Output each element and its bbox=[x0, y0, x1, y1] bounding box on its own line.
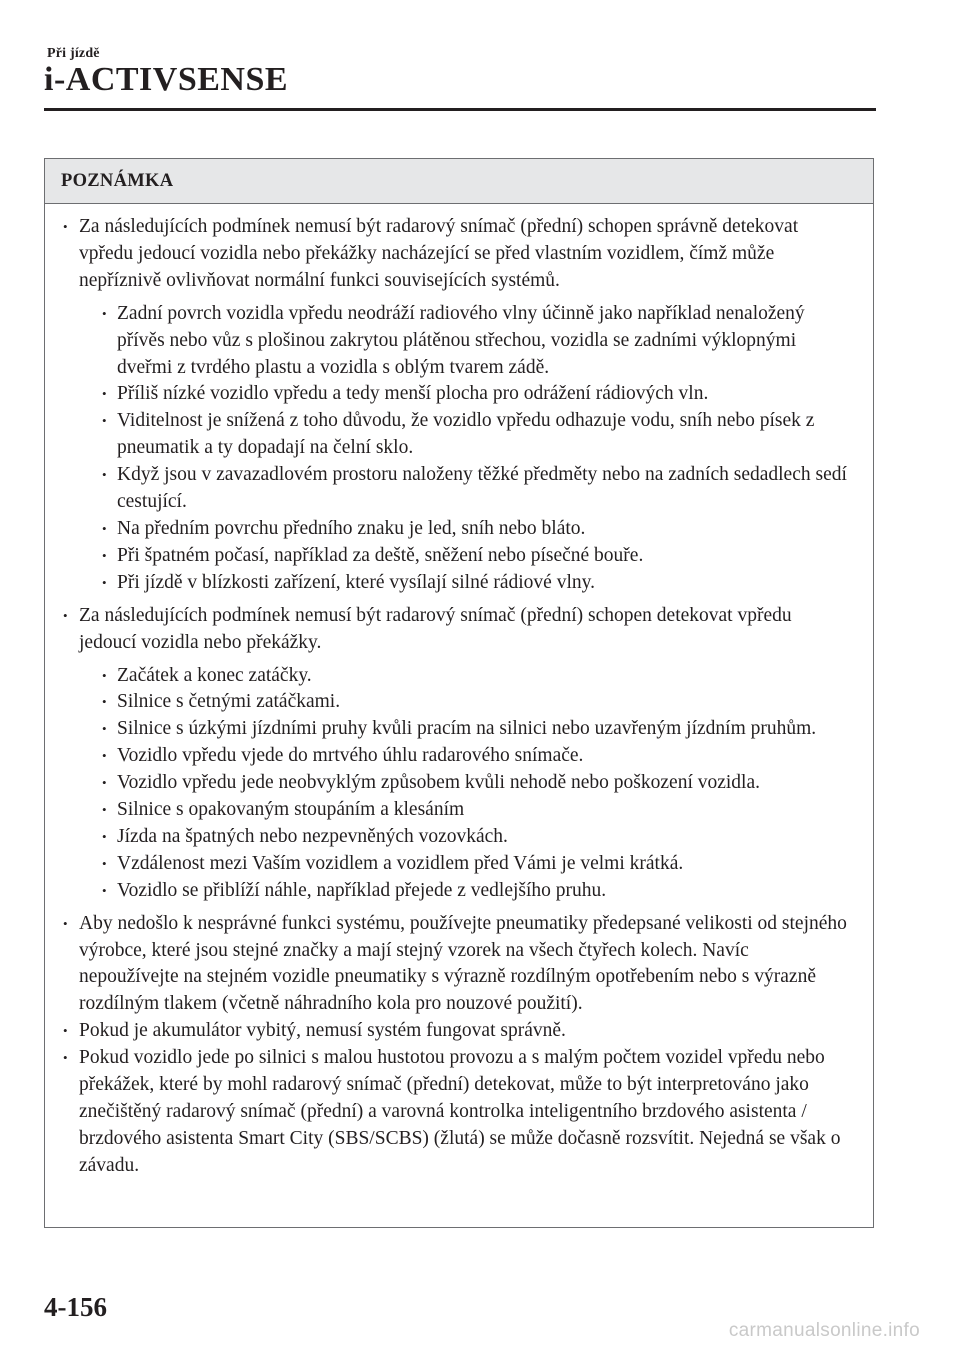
note-subitem: • Když jsou v zavazadlovém prostoru naloženy těžké předměty nebo na zadních sedadlech sedí cestující. bbox=[79, 462, 849, 516]
note-subitem: • Na předním povrchu předního znaku je led, sníh nebo bláto. bbox=[79, 516, 849, 543]
note-list bbox=[61, 214, 849, 1180]
note-subitem: • Silnice s úzkými jízdními pruhy kvůli pracím na silnici nebo uzavřeným jízdním pruhům. bbox=[79, 716, 849, 743]
note-subitem: • Jízda na špatných nebo nezpevněných vozovkách. bbox=[79, 824, 849, 851]
note-item-text: • Za následujících podmínek nemusí být radarový snímač (přední) schopen detekovat vpředu jedoucí vozidla nebo překážky. bbox=[79, 604, 792, 653]
note-item-text: • Za následujících podmínek nemusí být radarový snímač (přední) schopen správně detekovat vpředu jedoucí vozidla nebo překážky nacházející se před vlastním vozidlem, čímž může nepříznivě ovlivňovat normální funkci souvisejících systémů. bbox=[79, 216, 799, 291]
title-rule bbox=[44, 108, 876, 111]
note-subitem: • Vozidlo se přiblíží náhle, například přejede z vedlejšího pruhu. bbox=[79, 878, 849, 905]
note-subitem: • Silnice s opakovaným stoupáním a klesáním bbox=[79, 797, 849, 824]
note-item-text: • Aby nedošlo k nesprávné funkci systému, používejte pneumatiky předepsané velikosti od stejného výrobce, které jsou stejné značky a mají stejný vzorek na všech čtyřech kolech. Navíc nepoužívejte na stejném vozidle pneumatiky s výrazně rozdílným opotřebením nebo s výrazně rozdílným tlakem (včetně náhradního kola pro nouzové použití). bbox=[79, 912, 847, 1015]
note-sublist bbox=[79, 301, 849, 597]
watermark: carmanualsonline.info bbox=[728, 1320, 920, 1341]
note-subitem: • Při jízdě v blízkosti zařízení, které vysílají silné rádiové vlny. bbox=[79, 570, 849, 597]
note-item bbox=[61, 911, 849, 1019]
section-title: i-ACTIVSENSE bbox=[44, 61, 289, 98]
note-subitem: • Začátek a konec zatáčky. bbox=[79, 663, 849, 690]
note-subitem: • Vozidlo vpředu vjede do mrtvého úhlu radarového snímače. bbox=[79, 743, 849, 770]
note-subitem: • Vozidlo vpředu jede neobvyklým způsobem kvůli nehodě nebo poškození vozidla. bbox=[79, 770, 849, 797]
note-item bbox=[61, 1045, 849, 1180]
note-box bbox=[44, 158, 874, 1228]
page-number: 4-156 bbox=[44, 1292, 107, 1322]
running-head: Při jízdě bbox=[47, 46, 100, 61]
note-item bbox=[61, 1018, 849, 1045]
note-sublist bbox=[79, 663, 849, 905]
note-subitem: • Silnice s četnými zatáčkami. bbox=[79, 689, 849, 716]
note-subitem: • Příliš nízké vozidlo vpředu a tedy menší plocha pro odrážení rádiových vln. bbox=[79, 381, 849, 408]
note-item-text: • Pokud vozidlo jede po silnici s malou hustotou provozu a s malým počtem vozidel vpředu nebo překážek, které by mohl radarový snímač (přední) detekovat, může to být interpretováno jako znečištěný radarový snímač (přední) a varovná kontrolka inteligentního brzdového asistenta / brzdového asistenta Smart City (SBS/SCBS) (žlutá) se může dočasně rozsvítit. Nejedná se však o závadu. bbox=[79, 1047, 841, 1176]
note-item bbox=[61, 214, 849, 597]
note-subitem: • Vzdálenost mezi Vaším vozidlem a vozidlem před Vámi je velmi krátká. bbox=[79, 851, 849, 878]
note-item-text: • Pokud je akumulátor vybitý, nemusí systém fungovat správně. bbox=[79, 1020, 566, 1042]
note-subitem: • Zadní povrch vozidla vpředu neodráží radiového vlny účinně jako například nenaložený přívěs nebo vůz s plošinou zakrytou plátěnou střechou, vozidla se zadními výklopnými dveřmi z tvrdého plastu a vozidla s oblým tvarem zádě. bbox=[79, 301, 849, 382]
note-subitem: • Při špatném počasí, například za deště, sněžení nebo písečné bouře. bbox=[79, 543, 849, 570]
note-item bbox=[61, 603, 849, 905]
note-subitem: • Viditelnost je snížená z toho důvodu, že vozidlo vpředu odhazuje vodu, sníh nebo písek z pneumatik a ty dopadají na čelní sklo. bbox=[79, 408, 849, 462]
note-body bbox=[45, 204, 873, 1180]
note-header: POZNÁMKA bbox=[45, 159, 873, 204]
